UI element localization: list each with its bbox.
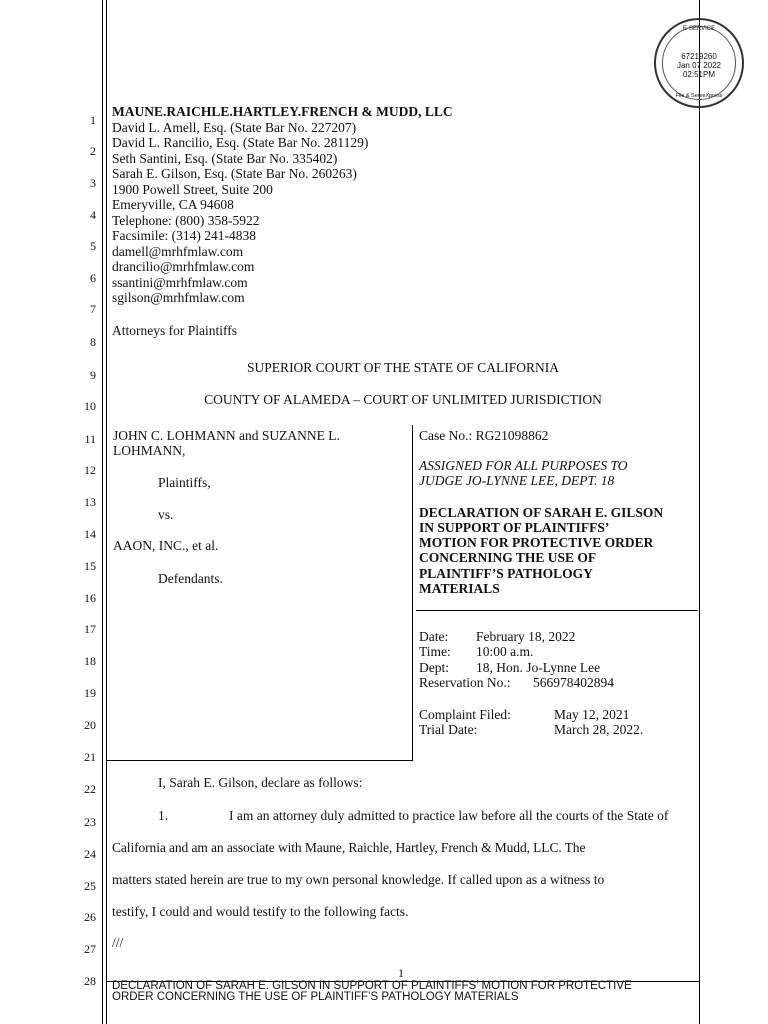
stamp-bottom-text: File & ServeXpress: [675, 93, 723, 99]
complaint-filed-value: May 12, 2021: [554, 707, 630, 722]
line-number: 1: [90, 113, 96, 127]
firm-line: Telephone: (800) 358-5922: [112, 212, 260, 228]
footer-title-line-1: DECLARATION OF SARAH E. GILSON IN SUPPORT OF PLAINTIFFS’ MOTION FOR PROTECTIVE: [112, 980, 632, 992]
attorneys-for: Attorneys for Plaintiffs: [112, 323, 237, 338]
firm-line: Facsimile: (314) 241-4838: [112, 228, 256, 243]
line-number: 25: [84, 879, 96, 893]
trial-date-value: March 28, 2022.: [554, 722, 644, 737]
line-number: 2: [90, 144, 96, 158]
document-title-line: MOTION FOR PROTECTIVE ORDER: [419, 535, 654, 550]
line-number: 27: [84, 942, 96, 956]
firm-line: ssantini@mrhfmlaw.com: [112, 274, 248, 290]
hearing-dept-label: Dept:: [419, 660, 449, 675]
line-number: 14: [84, 527, 96, 541]
title-underline: [416, 610, 698, 611]
continuation-slashes: ///: [112, 935, 124, 950]
line-number: 5: [90, 239, 96, 253]
line-number: 9: [90, 368, 96, 382]
firm-line: David L. Rancilio, Esq. (State Bar No. 281129): [112, 135, 369, 150]
line-number: 19: [84, 686, 96, 700]
hearing-time-value: 10:00 a.m.: [476, 644, 534, 659]
body-line: I am an attorney duly admitted to practice law before all the courts of the State of: [229, 808, 669, 823]
plaintiffs-label: Plaintiffs,: [158, 475, 211, 490]
line-number: 6: [90, 271, 96, 285]
e-service-stamp: [654, 18, 744, 108]
line-number: 18: [84, 654, 96, 668]
firm-line: David L. Amell, Esq. (State Bar No. 227207): [112, 119, 357, 135]
parties-line-2: LOHMANN,: [113, 443, 186, 458]
stamp-line2: Jan 07 2022: [676, 61, 722, 70]
firm-name: MAUNE.RAICHLE.HARTLEY.FRENCH & MUDD, LLC: [112, 104, 453, 119]
court-county: COUNTY OF ALAMEDA – COURT OF UNLIMITED JURISDICTION: [204, 392, 602, 407]
paragraph-number: 1.: [158, 808, 169, 823]
line-number: 21: [84, 750, 96, 764]
page-number: 1: [398, 966, 404, 980]
body-line: matters stated herein are true to my own personal knowledge. If called upon as a witness to: [112, 872, 605, 887]
defendant-name: AAON, INC., et al.: [113, 538, 219, 553]
hearing-dept-value: 18, Hon. Jo-Lynne Lee: [476, 660, 601, 675]
firm-line: Seth Santini, Esq. (State Bar No. 335402): [112, 150, 338, 166]
line-number: 3: [90, 176, 96, 190]
margin-rule-right: [699, 0, 700, 1024]
defendants-label: Defendants.: [158, 571, 223, 586]
stamp-line1: 67219260: [681, 52, 717, 61]
firm-line: damell@mrhfmlaw.com: [112, 243, 244, 259]
line-number: 4: [90, 208, 96, 222]
reservation-value: 566978402894: [533, 675, 614, 690]
line-number: 13: [84, 495, 96, 509]
line-number: 7: [90, 302, 96, 316]
firm-block: [112, 104, 453, 306]
hearing-time-label: Time:: [419, 644, 451, 659]
reservation-label: Reservation No.:: [419, 675, 511, 690]
case-number: Case No.: RG21098862: [419, 428, 549, 443]
line-number: 24: [84, 847, 96, 861]
complaint-filed-label: Complaint Filed:: [419, 707, 511, 722]
line-number: 12: [84, 463, 96, 477]
margin-rule-left-1: [102, 0, 103, 1024]
line-number: 10: [84, 399, 96, 413]
margin-rule-left-2: [106, 0, 107, 1024]
declaration-intro: I, Sarah E. Gilson, declare as follows:: [158, 775, 363, 790]
document-title-line: CONCERNING THE USE OF: [419, 550, 597, 565]
vs-label: vs.: [158, 507, 174, 522]
line-number: 15: [84, 559, 96, 573]
line-number: 16: [84, 591, 96, 605]
parties-line-1: JOHN C. LOHMANN and SUZANNE L.: [113, 428, 340, 443]
assigned-line-1: ASSIGNED FOR ALL PURPOSES TO: [419, 458, 628, 473]
body-line: testify, I could and would testify to the following facts.: [112, 904, 409, 919]
document-title-line: DECLARATION OF SARAH E. GILSON: [419, 505, 664, 520]
court-name: SUPERIOR COURT OF THE STATE OF CALIFORNIA: [247, 360, 559, 375]
line-number: 26: [84, 910, 96, 924]
caption-box-bottom: [106, 760, 413, 761]
line-number: 8: [90, 335, 96, 349]
line-number: 22: [84, 782, 96, 796]
body-line: California and am an associate with Maune, Raichle, Hartley, French & Mudd, LLC. The: [112, 840, 586, 855]
line-number: 17: [84, 622, 96, 636]
stamp-line3: 02:51PM: [682, 70, 716, 79]
line-number: 28: [84, 974, 96, 988]
document-title-line: MATERIALS: [419, 581, 500, 596]
document-title-line: PLAINTIFF’S PATHOLOGY: [419, 566, 593, 581]
firm-line: Emeryville, CA 94608: [112, 197, 234, 212]
footer-title-line-2: ORDER CONCERNING THE USE OF PLAINTIFF’S PATHOLOGY MATERIALS: [112, 991, 519, 1003]
firm-line: 1900 Powell Street, Suite 200: [112, 181, 273, 197]
assigned-line-2: JUDGE JO-LYNNE LEE, DEPT. 18: [419, 473, 615, 488]
line-number: 23: [84, 815, 96, 829]
line-number: 11: [84, 432, 96, 446]
firm-line: drancilio@mrhfmlaw.com: [112, 259, 255, 274]
trial-date-label: Trial Date:: [419, 722, 478, 737]
line-number: 20: [84, 718, 96, 732]
stamp-top-text: E-SERVICE: [682, 26, 716, 32]
caption-box-vertical: [412, 425, 413, 760]
firm-line: Sarah E. Gilson, Esq. (State Bar No. 260263): [112, 166, 357, 181]
document-title-line: IN SUPPORT OF PLAINTIFFS’: [419, 520, 610, 535]
hearing-date-value: February 18, 2022: [476, 629, 576, 644]
hearing-date-label: Date:: [419, 629, 449, 644]
firm-line: sgilson@mrhfmlaw.com: [112, 290, 245, 305]
